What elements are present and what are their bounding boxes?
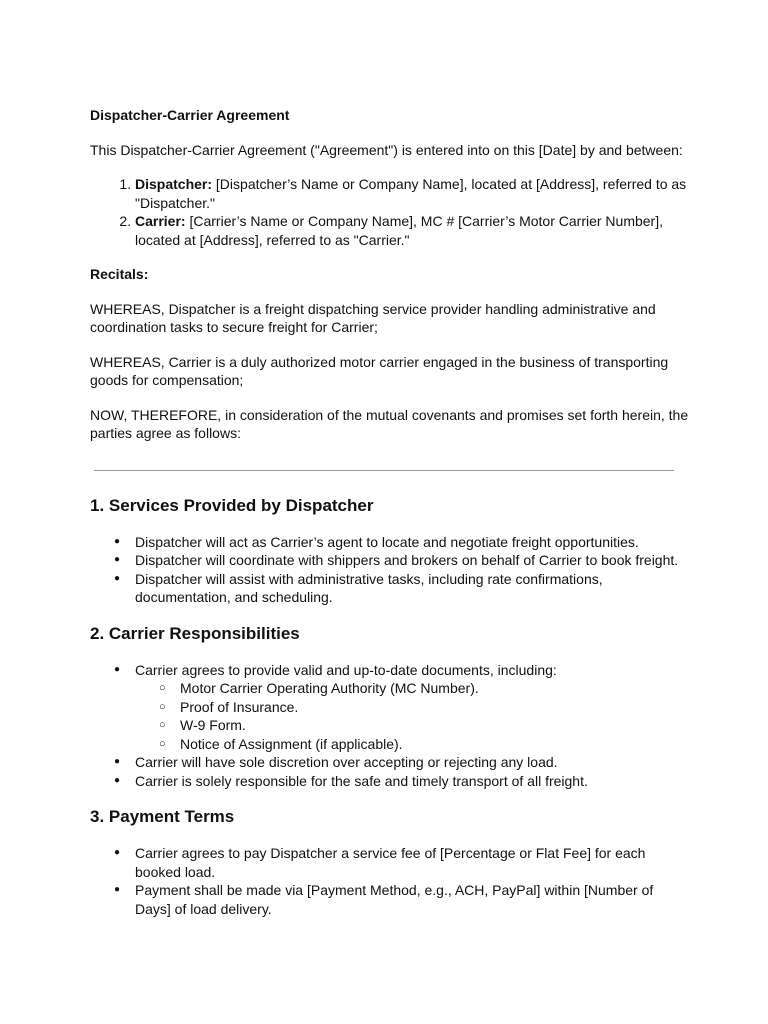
section-heading: 1. Services Provided by Dispatcher [90, 495, 374, 515]
document-page [90, 106, 690, 934]
bullet-list [90, 661, 690, 791]
list-item: ● Payment shall be made via [Payment Method, e.g., ACH, PayPal] within [Number of Days] of load delivery. [135, 881, 690, 918]
party-dispatcher [135, 175, 690, 212]
bullet-list [90, 533, 690, 607]
sub-list-item: ○ Motor Carrier Operating Authority (MC Number). [180, 679, 690, 698]
recitals-heading: Recitals: [90, 266, 149, 282]
section-heading: 2. Carrier Responsibilities [90, 623, 300, 643]
section-heading: 3. Payment Terms [90, 807, 235, 826]
parties-list [90, 175, 690, 249]
bullet-list [90, 844, 690, 918]
list-item [135, 661, 690, 754]
recital-paragraph: WHEREAS, Carrier is a duly authorized motor carrier engaged in the business of transporting goods for compensation; [90, 353, 669, 388]
section-divider [94, 470, 674, 471]
list-item: ● Carrier will have sole discretion over accepting or rejecting any load. [135, 753, 690, 772]
party-carrier [135, 212, 690, 249]
recital-paragraph: NOW, THEREFORE, in consideration of the mutual covenants and promises set forth herein, the parties agree as follows: [90, 406, 689, 441]
party-label: Carrier: [135, 213, 186, 229]
list-item: ● Dispatcher will assist with administrative tasks, including rate confirmations, documentation, and scheduling. [135, 570, 690, 607]
sub-list-item: ○ Notice of Assignment (if applicable). [180, 735, 690, 754]
list-item-text: Carrier agrees to provide valid and up-to-date documents, including: [135, 661, 557, 678]
party-label: Dispatcher: [135, 176, 213, 192]
document-title: Dispatcher-Carrier Agreement [90, 107, 290, 123]
list-item: ● Carrier agrees to pay Dispatcher a service fee of [Percentage or Flat Fee] for each booked load. [135, 844, 690, 881]
party-text: [Carrier’s Name or Company Name], MC # [Carrier’s Motor Carrier Number], located at [Address], referred to as "Carrier." [135, 213, 664, 248]
list-item: ● Dispatcher will act as Carrier’s agent to locate and negotiate freight opportunities. [135, 533, 690, 552]
list-item: ● Dispatcher will coordinate with shippers and brokers on behalf of Carrier to book freight. [135, 551, 690, 570]
party-text: [Dispatcher’s Name or Company Name], located at [Address], referred to as "Dispatcher." [135, 176, 687, 211]
recital-paragraph: WHEREAS, Dispatcher is a freight dispatching service provider handling administrative and coordination tasks to secure freight for Carrier; [90, 300, 656, 335]
intro-paragraph: This Dispatcher-Carrier Agreement ("Agreement") is entered into on this [Date] by and between: [90, 141, 683, 158]
sub-list-item: ○ W-9 Form. [180, 716, 690, 735]
sub-bullet-list [135, 679, 690, 753]
sub-list-item: ○ Proof of Insurance. [180, 698, 690, 717]
list-item: ● Carrier is solely responsible for the safe and timely transport of all freight. [135, 772, 690, 791]
